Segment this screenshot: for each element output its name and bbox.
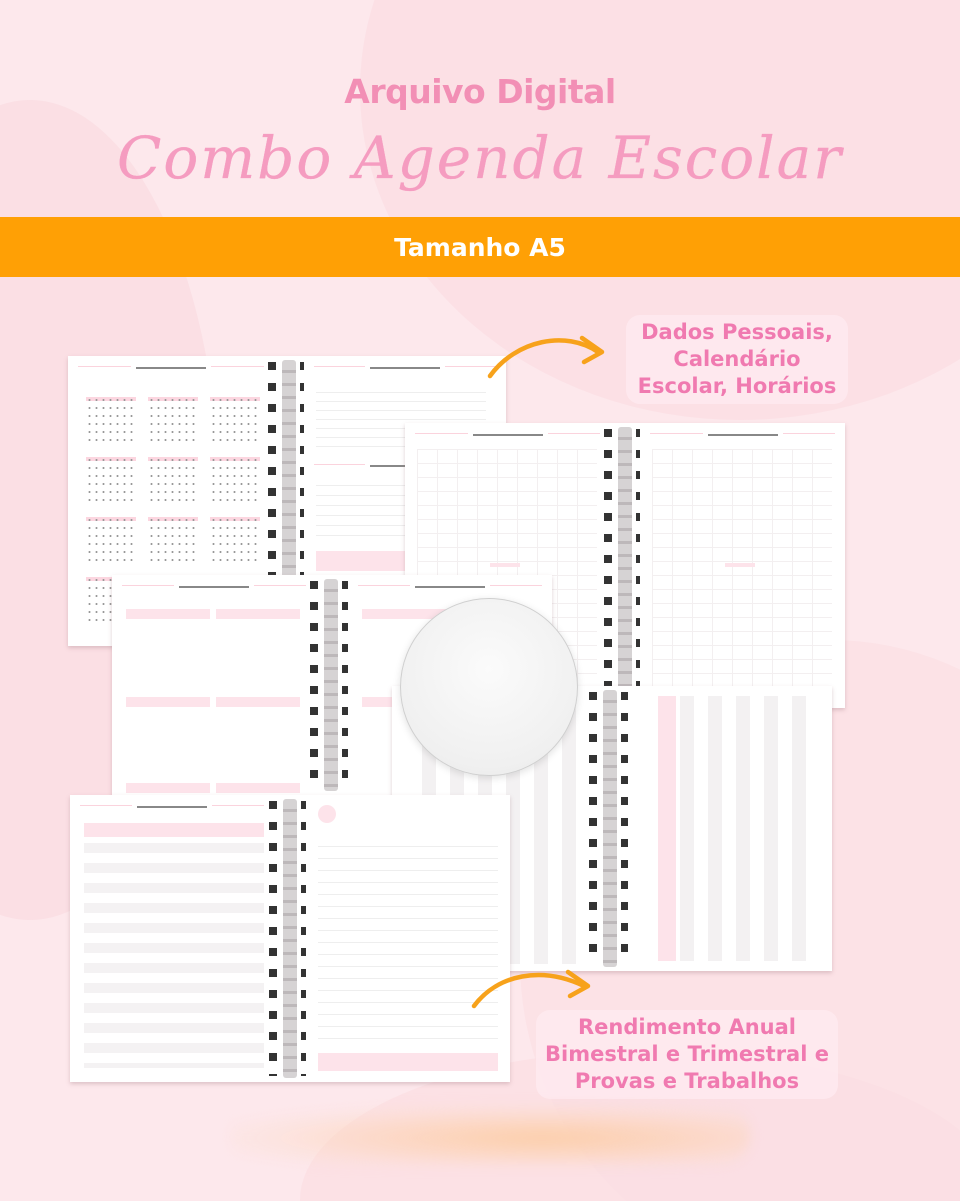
callout-top: [626, 315, 848, 404]
month-header: [216, 697, 300, 707]
table-header: [84, 823, 264, 837]
month-calendar: [210, 454, 260, 504]
daily-notes-page: [306, 795, 510, 1082]
tests-page: [70, 795, 274, 1082]
kicker-title: Arquivo Digital: [344, 72, 616, 111]
tests-and-assignments-spread: [70, 795, 510, 1082]
callout-line: Provas e Trabalhos: [574, 1069, 800, 1093]
month-header: [216, 783, 300, 793]
month-calendar: [86, 514, 136, 564]
month-calendar: [210, 514, 260, 564]
page-title: [80, 805, 264, 813]
size-label: Tamanho A5: [394, 232, 566, 262]
spiral-binding: [603, 690, 617, 967]
curved-arrow-right-icon: [486, 330, 610, 380]
callout-line: Dados Pessoais,: [641, 320, 833, 344]
birthdays-page-left: [112, 575, 316, 795]
spiral-binding: [324, 579, 338, 791]
month-header: [216, 609, 300, 619]
page-title: [122, 585, 306, 593]
table-rows: [84, 843, 264, 1068]
page-title: [314, 366, 496, 374]
spiral-rings: [589, 692, 597, 965]
spiral-rings: [604, 429, 612, 702]
bottom-glow: [230, 1105, 750, 1165]
reminder-box: [318, 1053, 498, 1071]
month-calendar: [148, 394, 198, 444]
month-header: [126, 697, 210, 707]
magnifier-lens: [400, 598, 578, 776]
month-label: [490, 563, 520, 567]
callout-line: Calendário: [673, 347, 801, 371]
callout-line: Bimestral e Trimestral e: [545, 1042, 829, 1066]
month-header: [126, 783, 210, 793]
spiral-binding: [283, 799, 297, 1078]
month-calendar: [86, 394, 136, 444]
callout-line: Escolar, Horários: [637, 374, 837, 398]
month-header: [126, 609, 210, 619]
month-calendar: [210, 394, 260, 444]
page-title: [78, 366, 264, 374]
curved-arrow-right-icon: [470, 966, 594, 1010]
school-calendar-page-right: [640, 423, 845, 708]
grade-columns: [680, 696, 820, 961]
spiral-rings: [310, 581, 318, 789]
note-lines: [318, 835, 498, 1045]
month-calendar: [148, 454, 198, 504]
main-title: Combo Agenda Escolar: [117, 124, 843, 192]
day-badge: [318, 805, 336, 823]
callout-bottom: [536, 1010, 838, 1099]
callout-line: Rendimento Anual: [578, 1015, 796, 1039]
performance-page-right: [628, 686, 832, 971]
page-title: [415, 433, 600, 441]
spiral-rings: [269, 801, 277, 1076]
size-band: [0, 217, 960, 277]
month-calendar: [86, 454, 136, 504]
month-label: [725, 563, 755, 567]
subject-column: [658, 696, 676, 961]
spiral-binding: [618, 427, 632, 704]
month-calendar: [148, 514, 198, 564]
page-title: [650, 433, 835, 441]
page-title: [358, 585, 542, 593]
calendar-grid: [652, 449, 832, 699]
